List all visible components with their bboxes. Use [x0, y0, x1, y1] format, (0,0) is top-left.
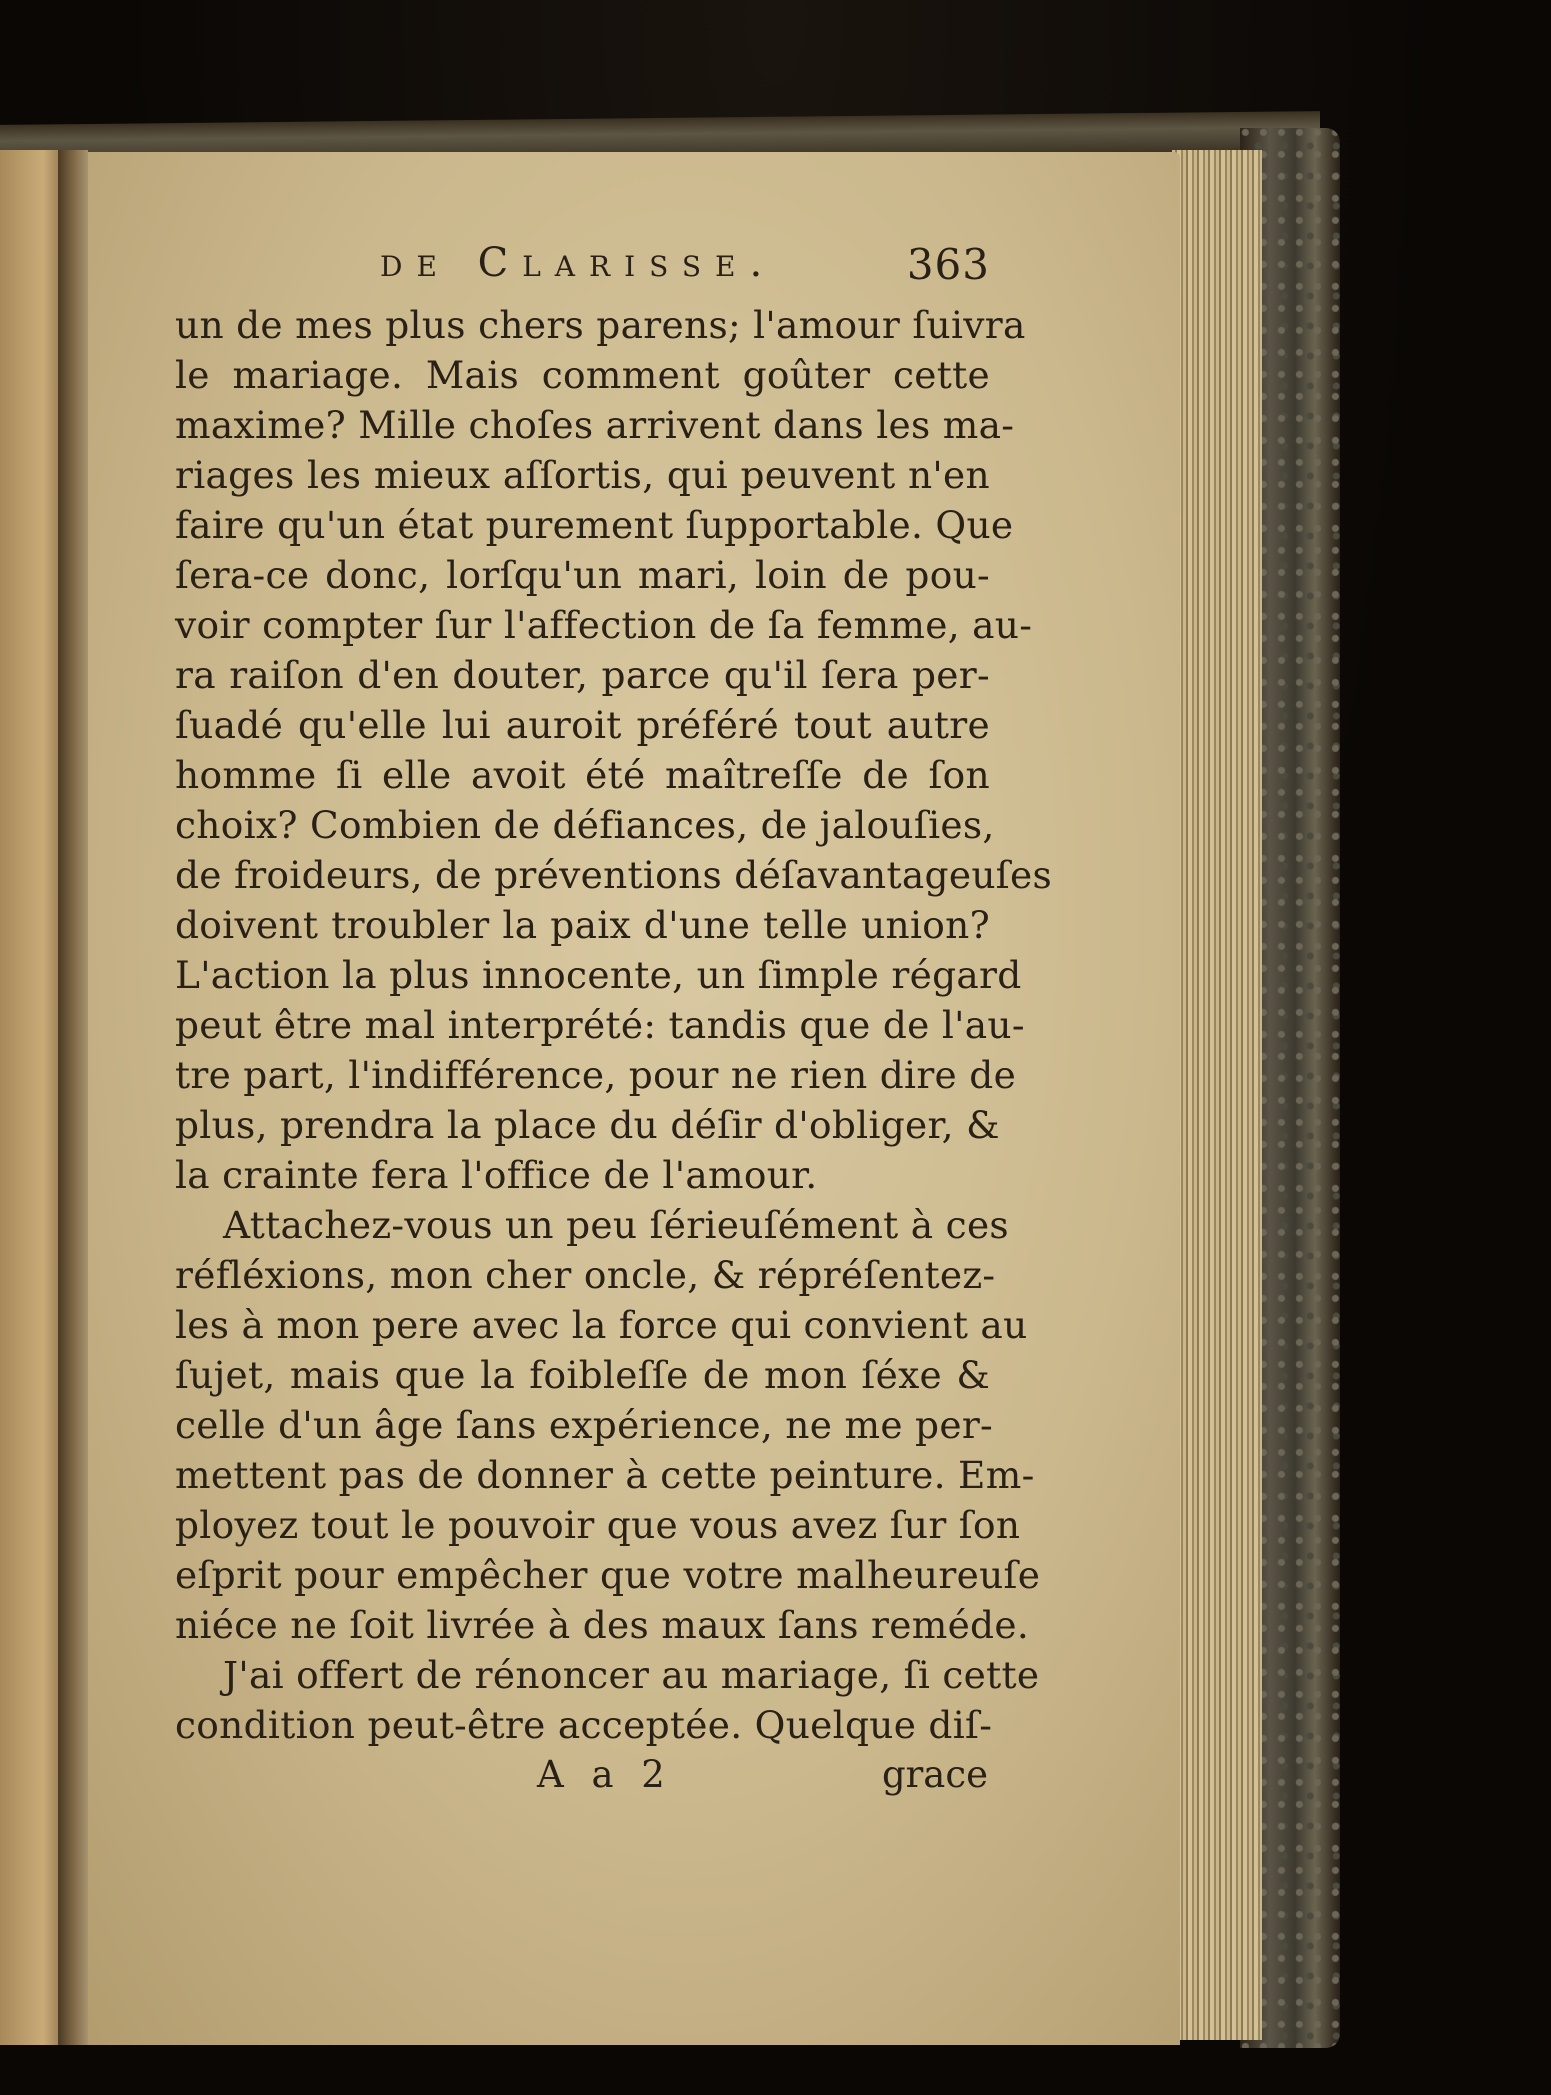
- text-line: condition peut-être acceptée. Quelque diſ-: [175, 1703, 993, 1747]
- text-line: tre part, l'indifférence, pour ne rien dire de: [175, 1053, 1017, 1097]
- text-line: peut être mal interprété: tandis que de l'au-: [175, 1003, 1025, 1047]
- text-line: celle d'un âge ſans expérience, ne me per-: [175, 1403, 994, 1447]
- text-line: plus, prendra la place du déſir d'obliger, &: [175, 1103, 1000, 1147]
- text-line: un de mes plus chers parens; l'amour ſuivra: [175, 303, 1026, 347]
- text-line: le mariage. Mais comment goûter cette: [175, 353, 990, 397]
- catchword: grace: [881, 1753, 988, 1796]
- text-line: ſujet, mais que la foibleſſe de mon ſéxe &: [175, 1353, 990, 1397]
- text-line: mettent pas de donner à cette peinture. Em-: [175, 1453, 1035, 1497]
- text-line: ſuadé qu'elle lui auroit préféré tout autre: [175, 703, 990, 747]
- text-line: de froideurs, de préventions déſavantageuſes: [175, 853, 1052, 897]
- text-line: choix? Combien de défiances, de jalouſies,: [175, 803, 995, 847]
- page-header: [175, 240, 990, 300]
- text-line: ſera-ce donc, lorſqu'un mari, loin de pou-: [175, 553, 990, 597]
- text-line: ployez tout le pouvoir que vous avez ſur ſon: [175, 1503, 1021, 1547]
- text-line: homme ſi elle avoit été maîtreſſe de ſon: [175, 753, 990, 797]
- text-line: doivent troubler la paix d'une telle union?: [175, 903, 990, 947]
- signature-mark: A a 2: [537, 1753, 673, 1796]
- text-line: maxime? Mille choſes arrivent dans les ma-: [175, 403, 1015, 447]
- text-line: la crainte fera l'office de l'amour.: [175, 1153, 818, 1197]
- page-footer: [175, 1750, 990, 1800]
- page-number: 363: [906, 240, 990, 289]
- text-line: faire qu'un état purement ſupportable. Que: [175, 503, 1014, 547]
- text-line: ra raiſon d'en douter, parce qu'il ſera per-: [175, 653, 990, 697]
- book-gutter: [58, 150, 88, 2045]
- text-line: eſprit pour empêcher que votre malheureuſe: [175, 1553, 1041, 1597]
- text-line: riages les mieux aſſortis, qui peuvent n'en: [175, 453, 990, 497]
- text-line: Attachez-vous un peu ſérieuſément à ces: [223, 1203, 1009, 1247]
- text-line: L'action la plus innocente, un ſimple régard: [175, 953, 1022, 997]
- text-line: niéce ne ſoit livrée à des maux ſans reméde.: [175, 1603, 1030, 1647]
- text-line: réfléxions, mon cher oncle, & répréſentez-: [175, 1253, 996, 1297]
- text-line: les à mon pere avec la force qui convient au: [175, 1303, 1028, 1347]
- page-fore-edge: [1172, 150, 1262, 2040]
- page-text: [175, 240, 1052, 1800]
- running-title: de Clarisse.: [380, 240, 777, 286]
- text-line: J'ai offert de rénoncer au mariage, ſi cette: [223, 1653, 1040, 1697]
- text-line: voir compter ſur l'affection de ſa femme, au-: [175, 603, 1033, 647]
